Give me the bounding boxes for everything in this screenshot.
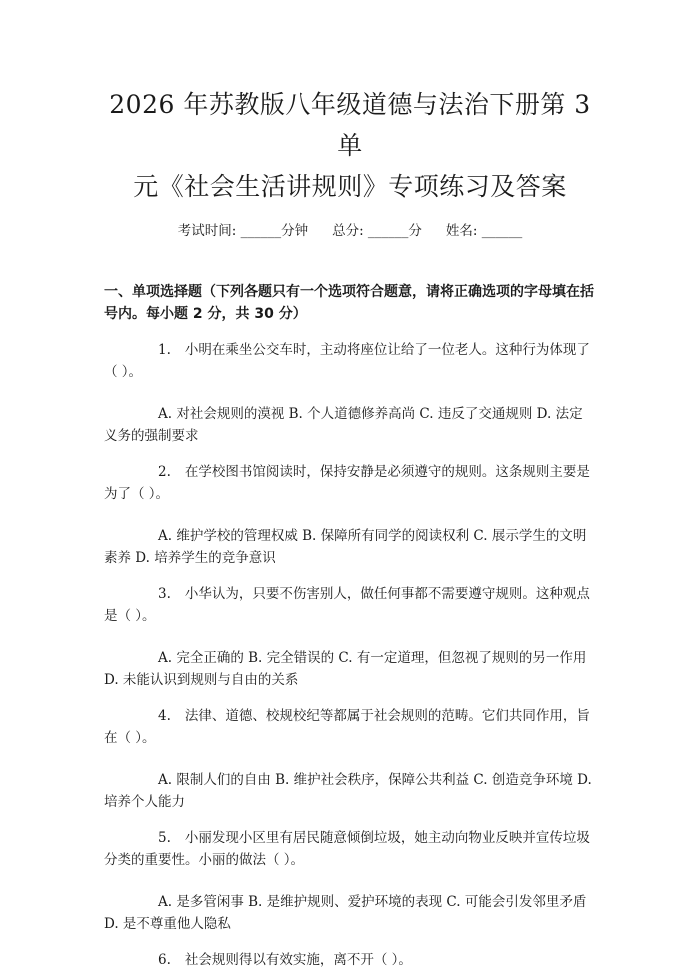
question-3 — [104, 583, 596, 627]
question-number: 4. — [158, 708, 171, 724]
exam-time: 考试时间: ______分钟 — [177, 223, 309, 239]
question-number: 1. — [158, 342, 171, 358]
question-5 — [104, 827, 596, 871]
question-6 — [104, 949, 596, 971]
total-score: 总分: ______分 — [332, 223, 422, 239]
question-5-options: A. 是多管闲事 B. 是维护规则、爱护环境的表现 C. 可能会引发邻里矛盾 D. 是不尊重他人隐私 — [104, 894, 587, 932]
question-4 — [104, 705, 596, 749]
question-text: 社会规则得以有效实施，离不开（ ）。 — [184, 952, 412, 968]
question-number: 2. — [158, 464, 171, 480]
question-3-options: A. 完全正确的 B. 完全错误的 C. 有一定道理，但忽视了规则的另一作用 D. 未能认识到规则与自由的关系 — [104, 650, 587, 688]
question-1-options: A. 对社会规则的漠视 B. 个人道德修养高尚 C. 违反了交通规则 D. 法定义务的强制要求 — [104, 406, 583, 444]
title-line-2: 元《社会生活讲规则》专项练习及答案 — [133, 172, 567, 201]
exam-meta — [104, 221, 596, 241]
question-number: 3. — [158, 586, 171, 602]
question-text: 在学校图书馆阅读时，保持安静是必须遵守的规则。这条规则主要是为了（ ）。 — [104, 464, 590, 502]
question-2-options: A. 维护学校的管理权威 B. 保障所有同学的阅读权利 C. 展示学生的文明素养 D. 培养学生的竞争意识 — [104, 528, 587, 566]
question-4-options: A. 限制人们的自由 B. 维护社会秩序，保障公共利益 C. 创造竞争环境 D. 培养个人能力 — [104, 772, 592, 810]
question-number: 5. — [158, 830, 171, 846]
question-text: 法律、道德、校规校纪等都属于社会规则的范畴。它们共同作用，旨在（ ）。 — [104, 708, 590, 746]
student-name: 姓名: ______ — [445, 223, 523, 239]
question-text: 小华认为，只要不伤害别人，做任何事都不需要遵守规则。这种观点是（ ）。 — [104, 586, 590, 624]
section-heading: 一、单项选择题（下列各题只有一个选项符合题意，请将正确选项的字母填在括号内。每小题 2 分，共 30 分） — [104, 284, 594, 322]
title-line-1: 2026 年苏教版八年级道德与法治下册第 3 单 — [109, 90, 591, 160]
question-text: 小丽发现小区里有居民随意倾倒垃圾，她主动向物业反映并宣传垃圾分类的重要性。小丽的做法（ ）。 — [104, 830, 590, 868]
question-1 — [104, 339, 596, 383]
question-2 — [104, 461, 596, 505]
question-text: 小明在乘坐公交车时，主动将座位让给了一位老人。这种行为体现了（ ）。 — [104, 342, 590, 380]
question-number: 6. — [158, 952, 171, 968]
document-title — [104, 0, 596, 207]
